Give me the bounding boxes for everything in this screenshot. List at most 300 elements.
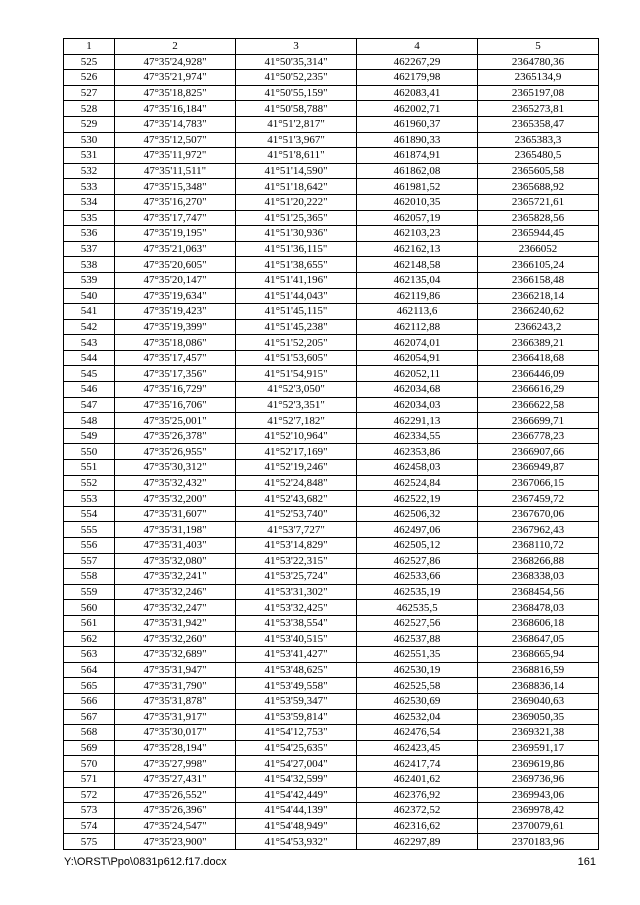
table-row [64,116,599,132]
longitude-cell: 41°53'59,814" [236,709,357,725]
table-row [64,257,599,273]
y-coordinate-cell: 2367066,15 [478,475,599,491]
latitude-cell: 47°35'32,241" [115,569,236,585]
latitude-cell: 47°35'31,878" [115,693,236,709]
x-coordinate-cell: 462376,92 [357,787,478,803]
x-coordinate-cell: 462083,41 [357,85,478,101]
y-coordinate-cell: 2368836,14 [478,678,599,694]
point-number-cell: 528 [64,101,115,117]
point-number-cell: 529 [64,116,115,132]
latitude-cell: 47°35'28,194" [115,740,236,756]
longitude-cell: 41°50'52,235" [236,70,357,86]
y-coordinate-cell: 2366218,14 [478,288,599,304]
column-header-4: 4 [357,39,478,55]
y-coordinate-cell: 2368816,59 [478,662,599,678]
x-coordinate-cell: 461981,52 [357,179,478,195]
y-coordinate-cell: 2368454,56 [478,584,599,600]
table-row [64,818,599,834]
x-coordinate-cell: 462505,12 [357,538,478,554]
latitude-cell: 47°35'31,607" [115,506,236,522]
table-row [64,709,599,725]
y-coordinate-cell: 2369321,38 [478,725,599,741]
x-coordinate-cell: 462054,91 [357,350,478,366]
point-number-cell: 564 [64,662,115,678]
longitude-cell: 41°52'10,964" [236,428,357,444]
latitude-cell: 47°35'24,547" [115,818,236,834]
longitude-cell: 41°50'35,314" [236,54,357,70]
latitude-cell: 47°35'32,247" [115,600,236,616]
footer-file-path: Y:\ORST\Ppo\0831p612.f17.docx [64,856,227,868]
longitude-cell: 41°54'48,949" [236,818,357,834]
point-number-cell: 560 [64,600,115,616]
latitude-cell: 47°35'26,378" [115,428,236,444]
x-coordinate-cell: 462372,52 [357,803,478,819]
x-coordinate-cell: 462119,86 [357,288,478,304]
table-row [64,288,599,304]
point-number-cell: 532 [64,163,115,179]
point-number-cell: 530 [64,132,115,148]
x-coordinate-cell: 462074,01 [357,335,478,351]
x-coordinate-cell: 462551,35 [357,647,478,663]
y-coordinate-cell: 2366240,62 [478,304,599,320]
point-number-cell: 531 [64,148,115,164]
longitude-cell: 41°52'43,682" [236,491,357,507]
y-coordinate-cell: 2366052 [478,241,599,257]
y-coordinate-cell: 2365944,45 [478,226,599,242]
point-number-cell: 573 [64,803,115,819]
y-coordinate-cell: 2365605,58 [478,163,599,179]
latitude-cell: 47°35'31,947" [115,662,236,678]
table-row [64,210,599,226]
table-row [64,397,599,413]
longitude-cell: 41°54'27,004" [236,756,357,772]
y-coordinate-cell: 2367670,06 [478,506,599,522]
table-row [64,787,599,803]
table-row [64,631,599,647]
latitude-cell: 47°35'11,972" [115,148,236,164]
y-coordinate-cell: 2366907,66 [478,444,599,460]
latitude-cell: 47°35'17,457" [115,350,236,366]
x-coordinate-cell: 462179,98 [357,70,478,86]
y-coordinate-cell: 2365273,81 [478,101,599,117]
longitude-cell: 41°51'52,205" [236,335,357,351]
latitude-cell: 47°35'26,396" [115,803,236,819]
y-coordinate-cell: 2369050,35 [478,709,599,725]
table-row [64,553,599,569]
x-coordinate-cell: 462535,19 [357,584,478,600]
y-coordinate-cell: 2365134,9 [478,70,599,86]
latitude-cell: 47°35'12,507" [115,132,236,148]
y-coordinate-cell: 2368665,94 [478,647,599,663]
point-number-cell: 551 [64,460,115,476]
longitude-cell: 41°53'41,427" [236,647,357,663]
latitude-cell: 47°35'21,063" [115,241,236,257]
longitude-cell: 41°53'59,347" [236,693,357,709]
y-coordinate-cell: 2365480,5 [478,148,599,164]
table-body [64,54,599,849]
table-row [64,54,599,70]
longitude-cell: 41°52'7,182" [236,413,357,429]
x-coordinate-cell: 462034,03 [357,397,478,413]
point-number-cell: 548 [64,413,115,429]
table-row [64,350,599,366]
point-number-cell: 562 [64,631,115,647]
x-coordinate-cell: 462476,54 [357,725,478,741]
latitude-cell: 47°35'31,917" [115,709,236,725]
y-coordinate-cell: 2368338,03 [478,569,599,585]
longitude-cell: 41°53'25,724" [236,569,357,585]
point-number-cell: 570 [64,756,115,772]
point-number-cell: 558 [64,569,115,585]
latitude-cell: 47°35'14,783" [115,116,236,132]
point-number-cell: 549 [64,428,115,444]
table-row [64,272,599,288]
longitude-cell: 41°51'36,115" [236,241,357,257]
longitude-cell: 41°53'32,425" [236,600,357,616]
longitude-cell: 41°51'18,642" [236,179,357,195]
x-coordinate-cell: 462527,56 [357,615,478,631]
table-row [64,304,599,320]
point-number-cell: 526 [64,70,115,86]
latitude-cell: 47°35'16,706" [115,397,236,413]
point-number-cell: 547 [64,397,115,413]
latitude-cell: 47°35'27,431" [115,771,236,787]
point-number-cell: 537 [64,241,115,257]
table-row [64,148,599,164]
longitude-cell: 41°53'7,727" [236,522,357,538]
latitude-cell: 47°35'15,348" [115,179,236,195]
point-number-cell: 534 [64,194,115,210]
point-number-cell: 538 [64,257,115,273]
latitude-cell: 47°35'26,955" [115,444,236,460]
longitude-cell: 41°51'54,915" [236,366,357,382]
point-number-cell: 566 [64,693,115,709]
point-number-cell: 565 [64,678,115,694]
point-number-cell: 563 [64,647,115,663]
latitude-cell: 47°35'20,605" [115,257,236,273]
point-number-cell: 550 [64,444,115,460]
x-coordinate-cell: 461874,91 [357,148,478,164]
latitude-cell: 47°35'16,184" [115,101,236,117]
x-coordinate-cell: 462458,03 [357,460,478,476]
table-row [64,693,599,709]
point-number-cell: 545 [64,366,115,382]
table-row [64,319,599,335]
point-number-cell: 536 [64,226,115,242]
longitude-cell: 41°54'25,635" [236,740,357,756]
x-coordinate-cell: 461960,37 [357,116,478,132]
table-row [64,600,599,616]
y-coordinate-cell: 2368266,88 [478,553,599,569]
column-header-2: 2 [115,39,236,55]
y-coordinate-cell: 2368647,05 [478,631,599,647]
y-coordinate-cell: 2367459,72 [478,491,599,507]
table-row [64,662,599,678]
y-coordinate-cell: 2366389,21 [478,335,599,351]
x-coordinate-cell: 462506,32 [357,506,478,522]
latitude-cell: 47°35'16,270" [115,194,236,210]
latitude-cell: 47°35'31,403" [115,538,236,554]
y-coordinate-cell: 2366158,48 [478,272,599,288]
point-number-cell: 543 [64,335,115,351]
table-header-row [64,39,599,55]
y-coordinate-cell: 2368110,72 [478,538,599,554]
longitude-cell: 41°51'30,936" [236,226,357,242]
x-coordinate-cell: 462527,86 [357,553,478,569]
longitude-cell: 41°52'17,169" [236,444,357,460]
point-number-cell: 553 [64,491,115,507]
x-coordinate-cell: 462112,88 [357,319,478,335]
y-coordinate-cell: 2369619,86 [478,756,599,772]
longitude-cell: 41°51'45,115" [236,304,357,320]
point-number-cell: 575 [64,834,115,850]
y-coordinate-cell: 2366446,09 [478,366,599,382]
x-coordinate-cell: 462267,29 [357,54,478,70]
longitude-cell: 41°54'53,932" [236,834,357,850]
table-row [64,226,599,242]
y-coordinate-cell: 2367962,43 [478,522,599,538]
latitude-cell: 47°35'32,260" [115,631,236,647]
longitude-cell: 41°51'3,967" [236,132,357,148]
table-row [64,335,599,351]
point-number-cell: 556 [64,538,115,554]
y-coordinate-cell: 2365358,47 [478,116,599,132]
table-row [64,460,599,476]
y-coordinate-cell: 2365828,56 [478,210,599,226]
point-number-cell: 535 [64,210,115,226]
y-coordinate-cell: 2369040,63 [478,693,599,709]
table-row [64,615,599,631]
point-number-cell: 527 [64,85,115,101]
longitude-cell: 41°52'53,740" [236,506,357,522]
latitude-cell: 47°35'31,790" [115,678,236,694]
point-number-cell: 561 [64,615,115,631]
point-number-cell: 554 [64,506,115,522]
longitude-cell: 41°54'42,449" [236,787,357,803]
longitude-cell: 41°51'38,655" [236,257,357,273]
table-row [64,132,599,148]
latitude-cell: 47°35'17,356" [115,366,236,382]
longitude-cell: 41°53'49,558" [236,678,357,694]
y-coordinate-cell: 2366699,71 [478,413,599,429]
longitude-cell: 41°51'25,365" [236,210,357,226]
x-coordinate-cell: 462057,19 [357,210,478,226]
point-number-cell: 567 [64,709,115,725]
table-row [64,428,599,444]
point-number-cell: 557 [64,553,115,569]
x-coordinate-cell: 462316,62 [357,818,478,834]
longitude-cell: 41°51'20,222" [236,194,357,210]
point-number-cell: 541 [64,304,115,320]
x-coordinate-cell: 462401,62 [357,771,478,787]
table-row [64,803,599,819]
x-coordinate-cell: 462530,69 [357,693,478,709]
longitude-cell: 41°51'53,605" [236,350,357,366]
latitude-cell: 47°35'18,086" [115,335,236,351]
y-coordinate-cell: 2366418,68 [478,350,599,366]
table-row [64,70,599,86]
latitude-cell: 47°35'17,747" [115,210,236,226]
table-row [64,241,599,257]
coordinates-table [63,38,599,850]
x-coordinate-cell: 462417,74 [357,756,478,772]
table-row [64,101,599,117]
longitude-cell: 41°53'38,554" [236,615,357,631]
latitude-cell: 47°35'19,399" [115,319,236,335]
table-row [64,366,599,382]
longitude-cell: 41°54'32,599" [236,771,357,787]
point-number-cell: 525 [64,54,115,70]
table-row [64,756,599,772]
y-coordinate-cell: 2366949,87 [478,460,599,476]
point-number-cell: 559 [64,584,115,600]
longitude-cell: 41°53'40,515" [236,631,357,647]
latitude-cell: 47°35'19,634" [115,288,236,304]
x-coordinate-cell: 462334,55 [357,428,478,444]
longitude-cell: 41°52'24,848" [236,475,357,491]
x-coordinate-cell: 462525,58 [357,678,478,694]
table-row [64,179,599,195]
x-coordinate-cell: 462052,11 [357,366,478,382]
y-coordinate-cell: 2369736,96 [478,771,599,787]
x-coordinate-cell: 462524,84 [357,475,478,491]
x-coordinate-cell: 462148,58 [357,257,478,273]
longitude-cell: 41°54'12,753" [236,725,357,741]
latitude-cell: 47°35'30,312" [115,460,236,476]
table-row [64,522,599,538]
x-coordinate-cell: 462113,6 [357,304,478,320]
y-coordinate-cell: 2366243,2 [478,319,599,335]
table-row [64,491,599,507]
x-coordinate-cell: 462533,66 [357,569,478,585]
table-row [64,569,599,585]
latitude-cell: 47°35'26,552" [115,787,236,803]
longitude-cell: 41°54'44,139" [236,803,357,819]
table-row [64,584,599,600]
table-row [64,647,599,663]
x-coordinate-cell: 462002,71 [357,101,478,117]
x-coordinate-cell: 462297,89 [357,834,478,850]
longitude-cell: 41°52'3,351" [236,397,357,413]
table-row [64,475,599,491]
y-coordinate-cell: 2366616,29 [478,382,599,398]
table-row [64,740,599,756]
x-coordinate-cell: 462135,04 [357,272,478,288]
latitude-cell: 47°35'32,246" [115,584,236,600]
latitude-cell: 47°35'16,729" [115,382,236,398]
table-row [64,163,599,179]
footer-page-number: 161 [577,856,596,868]
longitude-cell: 41°52'19,246" [236,460,357,476]
longitude-cell: 41°51'2,817" [236,116,357,132]
latitude-cell: 47°35'31,198" [115,522,236,538]
longitude-cell: 41°52'3,050" [236,382,357,398]
y-coordinate-cell: 2365721,61 [478,194,599,210]
table-row [64,444,599,460]
y-coordinate-cell: 2368478,03 [478,600,599,616]
y-coordinate-cell: 2365688,92 [478,179,599,195]
x-coordinate-cell: 462010,35 [357,194,478,210]
latitude-cell: 47°35'31,942" [115,615,236,631]
latitude-cell: 47°35'27,998" [115,756,236,772]
latitude-cell: 47°35'25,001" [115,413,236,429]
point-number-cell: 555 [64,522,115,538]
longitude-cell: 41°51'41,196" [236,272,357,288]
y-coordinate-cell: 2366622,58 [478,397,599,413]
x-coordinate-cell: 462522,19 [357,491,478,507]
x-coordinate-cell: 462103,23 [357,226,478,242]
table-row [64,85,599,101]
x-coordinate-cell: 462537,88 [357,631,478,647]
table-row [64,771,599,787]
x-coordinate-cell: 462535,5 [357,600,478,616]
y-coordinate-cell: 2369978,42 [478,803,599,819]
latitude-cell: 47°35'19,423" [115,304,236,320]
table-row [64,382,599,398]
longitude-cell: 41°50'58,788" [236,101,357,117]
y-coordinate-cell: 2366105,24 [478,257,599,273]
point-number-cell: 540 [64,288,115,304]
x-coordinate-cell: 462532,04 [357,709,478,725]
longitude-cell: 41°53'22,315" [236,553,357,569]
point-number-cell: 568 [64,725,115,741]
x-coordinate-cell: 462497,06 [357,522,478,538]
longitude-cell: 41°51'44,043" [236,288,357,304]
column-header-1: 1 [64,39,115,55]
point-number-cell: 571 [64,771,115,787]
x-coordinate-cell: 461890,33 [357,132,478,148]
y-coordinate-cell: 2366778,23 [478,428,599,444]
latitude-cell: 47°35'32,080" [115,553,236,569]
point-number-cell: 542 [64,319,115,335]
table-row [64,194,599,210]
latitude-cell: 47°35'19,195" [115,226,236,242]
y-coordinate-cell: 2364780,36 [478,54,599,70]
latitude-cell: 47°35'11,511" [115,163,236,179]
column-header-5: 5 [478,39,599,55]
x-coordinate-cell: 462162,13 [357,241,478,257]
y-coordinate-cell: 2369943,06 [478,787,599,803]
latitude-cell: 47°35'23,900" [115,834,236,850]
latitude-cell: 47°35'30,017" [115,725,236,741]
longitude-cell: 41°53'14,829" [236,538,357,554]
longitude-cell: 41°53'48,625" [236,662,357,678]
point-number-cell: 546 [64,382,115,398]
column-header-3: 3 [236,39,357,55]
y-coordinate-cell: 2368606,18 [478,615,599,631]
table-row [64,834,599,850]
table-row [64,506,599,522]
y-coordinate-cell: 2365383,3 [478,132,599,148]
x-coordinate-cell: 462530,19 [357,662,478,678]
table-row [64,413,599,429]
x-coordinate-cell: 462423,45 [357,740,478,756]
point-number-cell: 539 [64,272,115,288]
longitude-cell: 41°51'45,238" [236,319,357,335]
table-row [64,725,599,741]
latitude-cell: 47°35'20,147" [115,272,236,288]
point-number-cell: 574 [64,818,115,834]
point-number-cell: 572 [64,787,115,803]
latitude-cell: 47°35'18,825" [115,85,236,101]
y-coordinate-cell: 2369591,17 [478,740,599,756]
y-coordinate-cell: 2370079,61 [478,818,599,834]
y-coordinate-cell: 2365197,08 [478,85,599,101]
x-coordinate-cell: 462353,86 [357,444,478,460]
point-number-cell: 544 [64,350,115,366]
longitude-cell: 41°51'8,611" [236,148,357,164]
point-number-cell: 569 [64,740,115,756]
